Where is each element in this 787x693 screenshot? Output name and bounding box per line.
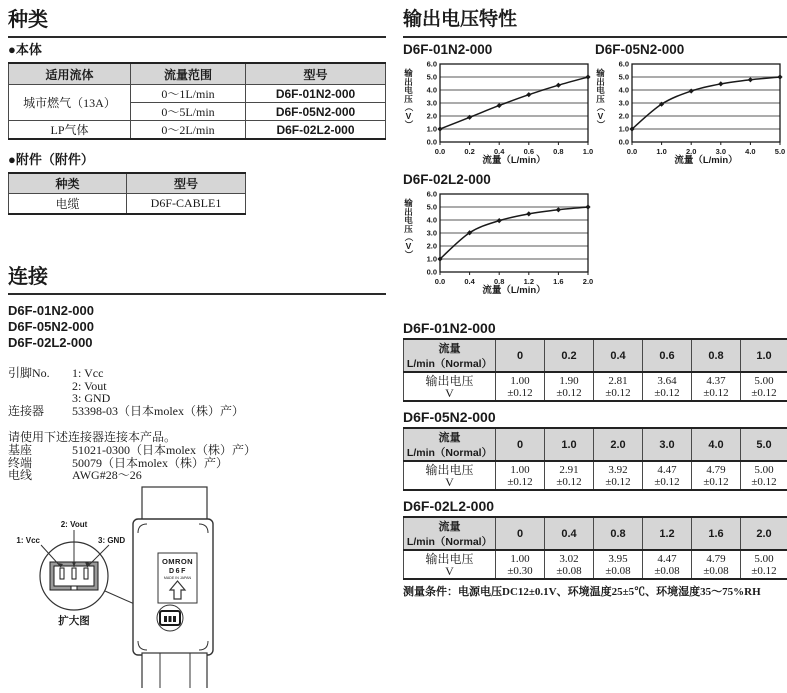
flow-cell: 1.2 bbox=[643, 517, 692, 550]
model-text: D6F bbox=[169, 568, 187, 575]
range-cell: 0～1L/min bbox=[131, 85, 246, 103]
flow-header-cell: 流量 L/min（Normal） bbox=[404, 517, 496, 550]
voltage-row-header: 输出电压 V bbox=[404, 372, 496, 401]
usage-note: 请使用下述连接器连接本产品。 bbox=[8, 431, 386, 444]
enlarged-view-label: 扩大图 bbox=[58, 614, 90, 627]
chart-d6f-02l2 bbox=[403, 171, 594, 297]
x-axis-label: 流量（L/min） bbox=[632, 155, 780, 167]
voltage-cell: 4.79 ±0.08 bbox=[692, 550, 741, 579]
svg-text:0.2: 0.2 bbox=[464, 147, 474, 155]
svg-text:1.2: 1.2 bbox=[524, 277, 534, 285]
svg-text:4.0: 4.0 bbox=[427, 86, 437, 95]
col-header-range: 流量范围 bbox=[131, 63, 246, 85]
model-cell: D6F-05N2-000 bbox=[246, 103, 386, 121]
table-header-row bbox=[404, 517, 787, 550]
section-title-kinds: 种类 bbox=[8, 8, 386, 38]
col-header-model: 型号 bbox=[246, 63, 386, 85]
flow-cell: 0 bbox=[496, 339, 545, 372]
svg-text:0.0: 0.0 bbox=[427, 138, 437, 147]
svg-text:1.0: 1.0 bbox=[427, 125, 437, 134]
table-row bbox=[9, 194, 246, 215]
flow-cell: 1.6 bbox=[692, 517, 741, 550]
body-bullet-label: ●本体 bbox=[8, 42, 386, 58]
table-header-row bbox=[404, 428, 787, 461]
voltage-cell: 3.95 ±0.08 bbox=[594, 550, 643, 579]
sensor-connection-diagram bbox=[10, 483, 250, 693]
svg-text:0.6: 0.6 bbox=[524, 147, 534, 155]
port-pin bbox=[173, 616, 176, 622]
svg-text:3.0: 3.0 bbox=[619, 99, 629, 108]
col-header-kind: 种类 bbox=[9, 173, 127, 194]
pin-no-label: 引脚No. bbox=[8, 367, 72, 405]
port-pin bbox=[164, 616, 167, 622]
accessory-model-cell: D6F-CABLE1 bbox=[127, 194, 246, 215]
section-title-connection: 连接 bbox=[8, 265, 386, 295]
connector-tab bbox=[71, 586, 77, 590]
measurement-conditions-note: 测量条件：电源电压DC12±0.1V、环境温度25±5℃、环境湿度35～75%RH bbox=[403, 586, 787, 599]
voltage-cell: 2.91 ±0.12 bbox=[545, 461, 594, 490]
charts-area bbox=[403, 41, 787, 309]
line-chart bbox=[414, 189, 594, 285]
col-header-model: 型号 bbox=[127, 173, 246, 194]
connector-parts-list bbox=[8, 444, 386, 482]
svg-text:0.0: 0.0 bbox=[627, 147, 637, 155]
svg-text:1.0: 1.0 bbox=[427, 255, 437, 264]
flow-table-block-02l2 bbox=[403, 497, 787, 580]
body-spec-table bbox=[8, 62, 386, 140]
sensor-drawing bbox=[10, 483, 250, 688]
table-header-row bbox=[9, 173, 246, 194]
chart-title: D6F-02L2-000 bbox=[403, 171, 594, 189]
voltage-cell: 1.00 ±0.30 bbox=[496, 550, 545, 579]
connector-pin-1 bbox=[60, 568, 64, 579]
svg-text:3.0: 3.0 bbox=[427, 99, 437, 108]
flow-cell: 0 bbox=[496, 428, 545, 461]
voltage-cell: 2.81 ±0.12 bbox=[594, 372, 643, 401]
table-title: D6F-02L2-000 bbox=[403, 497, 787, 515]
svg-text:6.0: 6.0 bbox=[619, 60, 629, 69]
bottom-pipe bbox=[142, 653, 207, 688]
pin-1: 1: Vcc bbox=[72, 367, 386, 380]
svg-text:3.0: 3.0 bbox=[716, 147, 726, 155]
voltage-row-header: 输出电压 V bbox=[404, 461, 496, 490]
voltage-cell: 4.37 ±0.12 bbox=[692, 372, 741, 401]
svg-text:6.0: 6.0 bbox=[427, 190, 437, 199]
x-axis-label: 流量（L/min） bbox=[440, 285, 588, 297]
flow-cell: 0.8 bbox=[594, 517, 643, 550]
flow-cell: 1.0 bbox=[741, 339, 787, 372]
chart-d6f-01n2 bbox=[403, 41, 594, 167]
svg-text:4.0: 4.0 bbox=[745, 147, 755, 155]
svg-text:5.0: 5.0 bbox=[427, 203, 437, 212]
accessory-bullet-label: ●附件（附件） bbox=[8, 152, 386, 168]
part-label: 电线 bbox=[8, 469, 72, 482]
section-title-output-voltage: 输出电压特性 bbox=[403, 8, 787, 38]
x-axis-label: 流量（L/min） bbox=[440, 155, 588, 167]
svg-text:1.0: 1.0 bbox=[656, 147, 666, 155]
flow-cell: 0.4 bbox=[545, 517, 594, 550]
svg-text:0.4: 0.4 bbox=[494, 147, 505, 155]
model-name: D6F-02L2-000 bbox=[8, 335, 386, 351]
svg-text:4.0: 4.0 bbox=[427, 216, 437, 225]
svg-text:2.0: 2.0 bbox=[686, 147, 696, 155]
table-row bbox=[9, 121, 386, 140]
flow-cell: 1.0 bbox=[545, 428, 594, 461]
voltage-row-header: 输出电压 V bbox=[404, 550, 496, 579]
pin-label-vout: 2: Vout bbox=[61, 520, 88, 529]
flow-table-block-05n2 bbox=[403, 408, 787, 491]
origin-text: MADE IN JAPAN bbox=[164, 576, 192, 580]
svg-text:6.0: 6.0 bbox=[427, 60, 437, 69]
voltage-cell: 1.00 ±0.12 bbox=[496, 372, 545, 401]
y-axis-label: 输 出 电 压 （ V ） bbox=[403, 199, 414, 259]
port-pin bbox=[169, 616, 172, 622]
svg-text:5.0: 5.0 bbox=[427, 73, 437, 82]
model-name: D6F-01N2-000 bbox=[8, 303, 386, 319]
pin-values bbox=[72, 367, 386, 405]
right-column bbox=[403, 8, 787, 599]
voltage-cell: 5.00 ±0.12 bbox=[741, 461, 787, 490]
voltage-cell: 1.90 ±0.12 bbox=[545, 372, 594, 401]
flow-cell: 0.8 bbox=[692, 339, 741, 372]
part-value: 51021-0300（日本molex（株）产） bbox=[72, 444, 386, 457]
voltage-cell: 1.00 ±0.12 bbox=[496, 461, 545, 490]
range-cell: 0～2L/min bbox=[131, 121, 246, 140]
omron-logo: OMRON bbox=[162, 557, 193, 566]
part-value: 50079（日本molex（株）产） bbox=[72, 457, 386, 470]
flow-cell: 4.0 bbox=[692, 428, 741, 461]
y-axis-label: 输 出 电 压 （ V ） bbox=[595, 69, 606, 129]
part-label: 终端 bbox=[8, 457, 72, 470]
voltage-cell: 3.92 ±0.12 bbox=[594, 461, 643, 490]
svg-text:1.0: 1.0 bbox=[583, 147, 593, 155]
flow-cell: 0.4 bbox=[594, 339, 643, 372]
part-label: 基座 bbox=[8, 444, 72, 457]
svg-text:1.0: 1.0 bbox=[619, 125, 629, 134]
chart-title: D6F-01N2-000 bbox=[403, 41, 594, 59]
flow-voltage-table bbox=[403, 338, 787, 402]
range-cell: 0～5L/min bbox=[131, 103, 246, 121]
svg-text:4.0: 4.0 bbox=[619, 86, 629, 95]
model-cell: D6F-02L2-000 bbox=[246, 121, 386, 140]
connector-pin-2 bbox=[72, 568, 76, 579]
table-row bbox=[404, 461, 787, 490]
voltage-cell: 4.79 ±0.12 bbox=[692, 461, 741, 490]
voltage-cell: 4.47 ±0.08 bbox=[643, 550, 692, 579]
left-column bbox=[8, 8, 386, 482]
svg-text:5.0: 5.0 bbox=[619, 73, 629, 82]
accessory-kind-cell: 电缆 bbox=[9, 194, 127, 215]
svg-text:0.4: 0.4 bbox=[464, 277, 475, 285]
table-header-row bbox=[9, 63, 386, 85]
svg-text:2.0: 2.0 bbox=[427, 242, 437, 251]
pin-2: 2: Vout bbox=[72, 380, 386, 393]
flow-header-cell: 流量 L/min（Normal） bbox=[404, 428, 496, 461]
svg-text:0.0: 0.0 bbox=[435, 277, 445, 285]
flow-cell: 5.0 bbox=[741, 428, 787, 461]
svg-text:0.0: 0.0 bbox=[435, 147, 445, 155]
svg-text:0.8: 0.8 bbox=[494, 277, 504, 285]
svg-text:3.0: 3.0 bbox=[427, 229, 437, 238]
line-chart bbox=[414, 59, 594, 155]
table-title: D6F-01N2-000 bbox=[403, 319, 787, 337]
fluid-lp-cell: LP气体 bbox=[9, 121, 131, 140]
connector-pin-3 bbox=[84, 568, 88, 579]
voltage-cell: 4.47 ±0.12 bbox=[643, 461, 692, 490]
svg-text:0.8: 0.8 bbox=[553, 147, 563, 155]
table-header-row bbox=[404, 339, 787, 372]
model-name: D6F-05N2-000 bbox=[8, 319, 386, 335]
table-row bbox=[404, 372, 787, 401]
flow-table-block-01n2 bbox=[403, 319, 787, 402]
connection-model-list bbox=[8, 303, 386, 351]
table-row bbox=[404, 550, 787, 579]
voltage-cell: 3.02 ±0.08 bbox=[545, 550, 594, 579]
connector-value: 53398-03（日本molex（株）产） bbox=[72, 405, 386, 418]
chart-d6f-05n2 bbox=[595, 41, 786, 167]
svg-text:1.6: 1.6 bbox=[553, 277, 563, 285]
svg-text:0.0: 0.0 bbox=[427, 268, 437, 277]
svg-text:2.0: 2.0 bbox=[427, 112, 437, 121]
flow-cell: 3.0 bbox=[643, 428, 692, 461]
pin-assignment-block bbox=[8, 367, 386, 417]
part-value: AWG#28～26 bbox=[72, 469, 386, 482]
flow-cell: 0.2 bbox=[545, 339, 594, 372]
accessory-table bbox=[8, 172, 246, 215]
connector-label: 连接器 bbox=[8, 405, 72, 418]
svg-text:2.0: 2.0 bbox=[583, 277, 593, 285]
flow-cell: 0.6 bbox=[643, 339, 692, 372]
flow-voltage-table bbox=[403, 427, 787, 491]
svg-text:2.0: 2.0 bbox=[619, 112, 629, 121]
voltage-cell: 5.00 ±0.12 bbox=[741, 372, 787, 401]
table-title: D6F-05N2-000 bbox=[403, 408, 787, 426]
line-chart bbox=[606, 59, 786, 155]
table-row bbox=[9, 85, 386, 103]
flow-cell: 2.0 bbox=[594, 428, 643, 461]
model-cell: D6F-01N2-000 bbox=[246, 85, 386, 103]
voltage-cell: 3.64 ±0.12 bbox=[643, 372, 692, 401]
pin-3: 3: GND bbox=[72, 392, 386, 405]
flow-cell: 2.0 bbox=[741, 517, 787, 550]
chart-title: D6F-05N2-000 bbox=[595, 41, 786, 59]
svg-text:0.0: 0.0 bbox=[619, 138, 629, 147]
flow-cell: 0 bbox=[496, 517, 545, 550]
svg-text:5.0: 5.0 bbox=[775, 147, 785, 155]
fluid-city-cell: 城市燃气（13A） bbox=[9, 85, 131, 121]
pin-label-gnd: 3: GND bbox=[98, 536, 125, 545]
pin-label-vcc: 1: Vcc bbox=[16, 536, 40, 545]
flow-header-cell: 流量 L/min（Normal） bbox=[404, 339, 496, 372]
top-pipe bbox=[142, 487, 207, 520]
voltage-cell: 5.00 ±0.12 bbox=[741, 550, 787, 579]
flow-voltage-table bbox=[403, 516, 787, 580]
y-axis-label: 输 出 电 压 （ V ） bbox=[403, 69, 414, 129]
col-header-fluid: 适用流体 bbox=[9, 63, 131, 85]
